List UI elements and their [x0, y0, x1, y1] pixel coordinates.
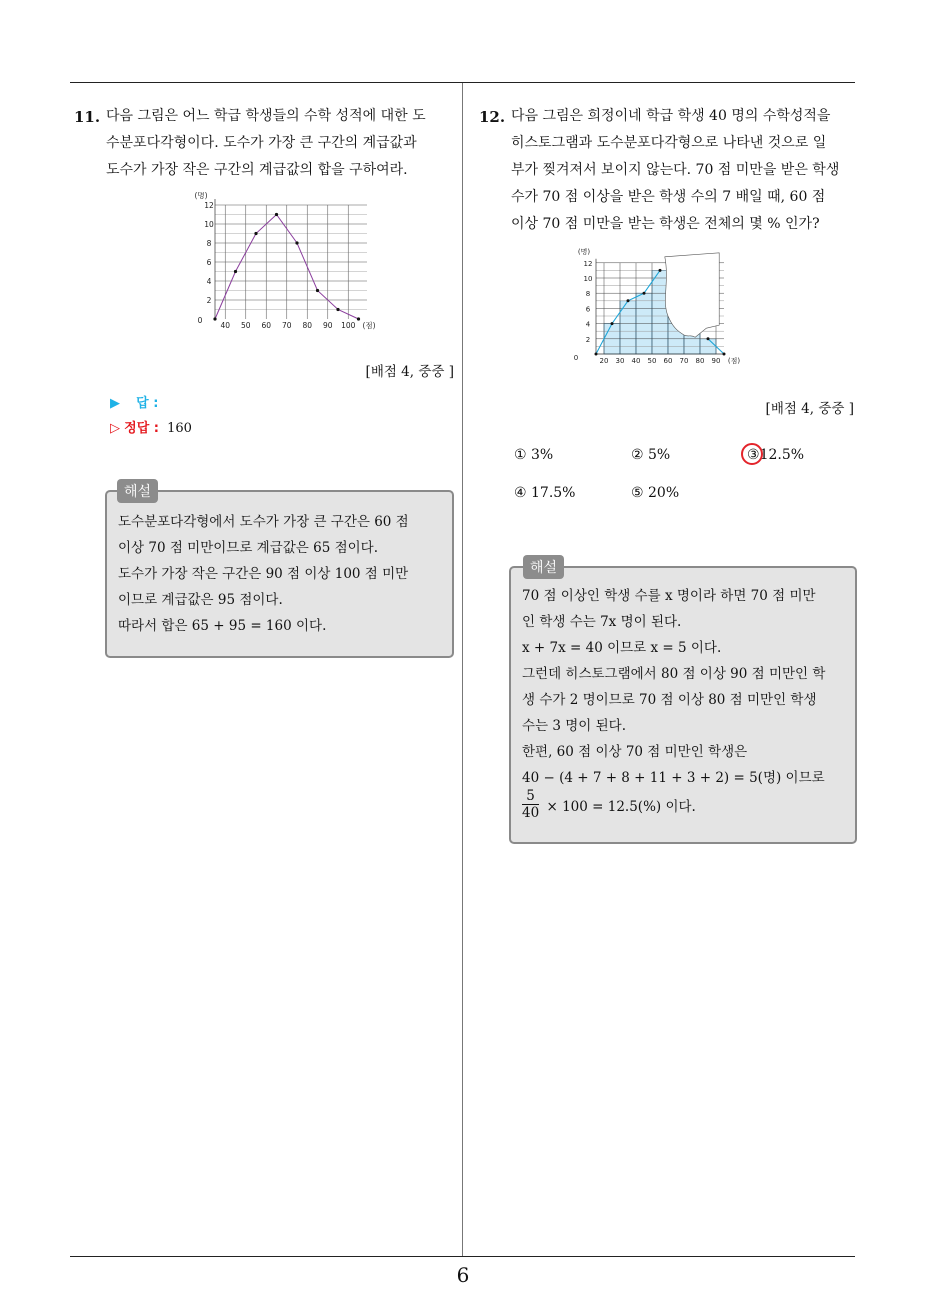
data-point — [627, 299, 630, 302]
question-12-line: 히스토그램과 도수분포다각형으로 나타낸 것으로 일 — [511, 135, 827, 151]
data-point — [707, 337, 710, 340]
question-12-number: 12. — [479, 108, 506, 126]
column-divider — [462, 83, 463, 1256]
correct-answer-row — [110, 417, 192, 436]
choice-1[interactable]: ① 3% — [514, 447, 554, 463]
question-12-score: [배점 4, 중중 ] — [765, 401, 854, 417]
y-tick-label: 8 — [206, 239, 212, 248]
y-tick-label: 12 — [583, 259, 593, 268]
y-tick-label: 4 — [585, 320, 591, 329]
x-tick-label: 20 — [599, 357, 609, 365]
explanation-label-11: 해설 — [117, 479, 158, 503]
x-tick-label: 50 — [647, 357, 657, 365]
explanation-line: x + 7x = 40 이므로 x = 5 이다. — [522, 640, 722, 656]
x-tick-label: 40 — [220, 321, 231, 330]
choice-4[interactable]: ④ 17.5% — [514, 485, 576, 501]
explanation-fraction-line — [522, 789, 696, 821]
x-tick-label: 80 — [302, 321, 313, 330]
x-axis-label: (점) — [362, 321, 376, 330]
explanation-line: 인 학생 수는 7x 명이 된다. — [522, 614, 682, 630]
explanation-line: 생 수가 2 명이므로 70 점 이상 80 점 미만인 학생 — [522, 692, 817, 708]
y-tick-label: 4 — [206, 277, 212, 286]
correct-answer-value: 160 — [167, 421, 192, 436]
x-tick-label: 100 — [341, 321, 356, 330]
question-12-text — [511, 103, 857, 238]
y-tick-label: 12 — [204, 201, 214, 210]
origin-label: 0 — [197, 316, 203, 325]
data-point — [213, 317, 216, 320]
explanation-line: 한편, 60 점 이상 70 점 미만인 학생은 — [522, 744, 748, 760]
question-12-line: 부가 찢겨져서 보이지 않는다. 70 점 미만을 받은 학생 — [511, 162, 840, 178]
explanation-line: 40 − (4 + 7 + 8 + 11 + 3 + 2) = 5(명) 이므로 — [522, 770, 825, 786]
question-12-line: 수가 70 점 이상을 받은 학생 수의 7 배일 때, 60 점 — [511, 189, 826, 205]
fraction-denominator: 40 — [522, 805, 540, 821]
data-point — [723, 353, 726, 356]
page-number: 6 — [456, 1263, 470, 1287]
y-tick-label: 10 — [204, 220, 214, 229]
explanation-line: 도수분포다각형에서 도수가 가장 큰 구간은 60 점 — [118, 514, 409, 530]
outline-triangle-icon: ▷ — [110, 421, 120, 436]
x-tick-label: 80 — [695, 357, 705, 365]
y-tick-label: 10 — [583, 275, 593, 283]
bottom-rule — [70, 1256, 855, 1257]
question-12-line: 이상 70 점 미만을 받는 학생은 전체의 몇 % 인가? — [511, 216, 820, 232]
histogram-bar — [652, 270, 668, 354]
y-tick-label: 6 — [206, 258, 212, 267]
x-tick-label: 70 — [679, 357, 689, 365]
frequency-polygon-chart-11 — [180, 192, 380, 342]
x-tick-label: 70 — [281, 321, 292, 330]
y-tick-label: 2 — [585, 335, 591, 344]
y-tick-label: 2 — [206, 296, 212, 305]
choice-2[interactable]: ② 5% — [631, 447, 671, 463]
histogram-chart-12 — [560, 240, 810, 375]
data-point — [234, 270, 237, 273]
play-triangle-icon: ▶ — [110, 396, 120, 411]
x-tick-label: 90 — [711, 357, 721, 365]
data-point — [611, 322, 614, 325]
data-point — [254, 232, 257, 235]
fraction-rest: × 100 = 12.5(%) 이다. — [546, 799, 696, 815]
choice-5[interactable]: ⑤ 20% — [631, 485, 680, 501]
answer-row — [110, 392, 158, 411]
x-tick-label: 40 — [631, 357, 641, 365]
correct-answer-label: 정답 : — [124, 421, 159, 436]
data-point — [295, 241, 298, 244]
x-tick-label: 90 — [322, 321, 333, 330]
explanation-line: 70 점 이상인 학생 수를 x 명이라 하면 70 점 미만 — [522, 588, 816, 604]
x-tick-label: 60 — [663, 357, 673, 365]
data-point — [357, 317, 360, 320]
data-point — [275, 213, 278, 216]
choice-3-number: ③ — [747, 447, 760, 463]
x-tick-label: 50 — [240, 321, 251, 330]
origin-label: 0 — [573, 354, 579, 362]
fraction-numerator: 5 — [522, 789, 539, 805]
explanation-line: 그런데 히스토그램에서 80 점 이상 90 점 미만인 학 — [522, 666, 826, 682]
data-point — [595, 353, 598, 356]
y-axis-label: (명) — [577, 247, 591, 256]
x-axis-label: (점) — [727, 357, 741, 365]
answer-label: 답 : — [136, 396, 159, 411]
y-tick-label: 6 — [585, 305, 591, 314]
explanation-line: 이상 70 점 미만이므로 계급값은 65 점이다. — [118, 540, 379, 556]
explanation-text-12 — [522, 583, 825, 791]
x-tick-label: 60 — [261, 321, 272, 330]
y-tick-label: 8 — [585, 290, 591, 299]
explanation-line: 따라서 합은 65 + 95 = 160 이다. — [118, 618, 327, 634]
question-11-line: 다음 그림은 어느 학급 학생들의 수학 성적에 대한 도 — [106, 108, 426, 124]
fraction — [522, 789, 539, 821]
torn-paper-region — [665, 253, 719, 337]
data-point — [316, 289, 319, 292]
question-11-score: [배점 4, 중중 ] — [365, 364, 454, 380]
question-11-line: 도수가 가장 작은 구간의 계급값의 합을 구하여라. — [106, 162, 408, 178]
question-11-line: 수분포다각형이다. 도수가 가장 큰 구간의 계급값과 — [106, 135, 417, 151]
explanation-text-11 — [118, 509, 409, 639]
question-11-text — [106, 103, 455, 184]
x-tick-label: 30 — [615, 357, 625, 365]
y-axis-label: (명) — [194, 192, 208, 200]
explanation-label-12: 해설 — [523, 555, 564, 579]
data-point — [643, 292, 646, 295]
question-12-line: 다음 그림은 희정이네 학급 학생 40 명의 수학성적을 — [511, 108, 831, 124]
choice-3-value: 12.5% — [759, 447, 805, 463]
question-11-number: 11. — [74, 108, 101, 126]
data-point — [659, 269, 662, 272]
explanation-line: 도수가 가장 작은 구간은 90 점 이상 100 점 미만 — [118, 566, 409, 582]
selected-answer-circle-icon — [741, 443, 763, 465]
explanation-line: 이므로 계급값은 95 점이다. — [118, 592, 283, 608]
data-point — [336, 308, 339, 311]
explanation-line: 수는 3 명이 된다. — [522, 718, 626, 734]
